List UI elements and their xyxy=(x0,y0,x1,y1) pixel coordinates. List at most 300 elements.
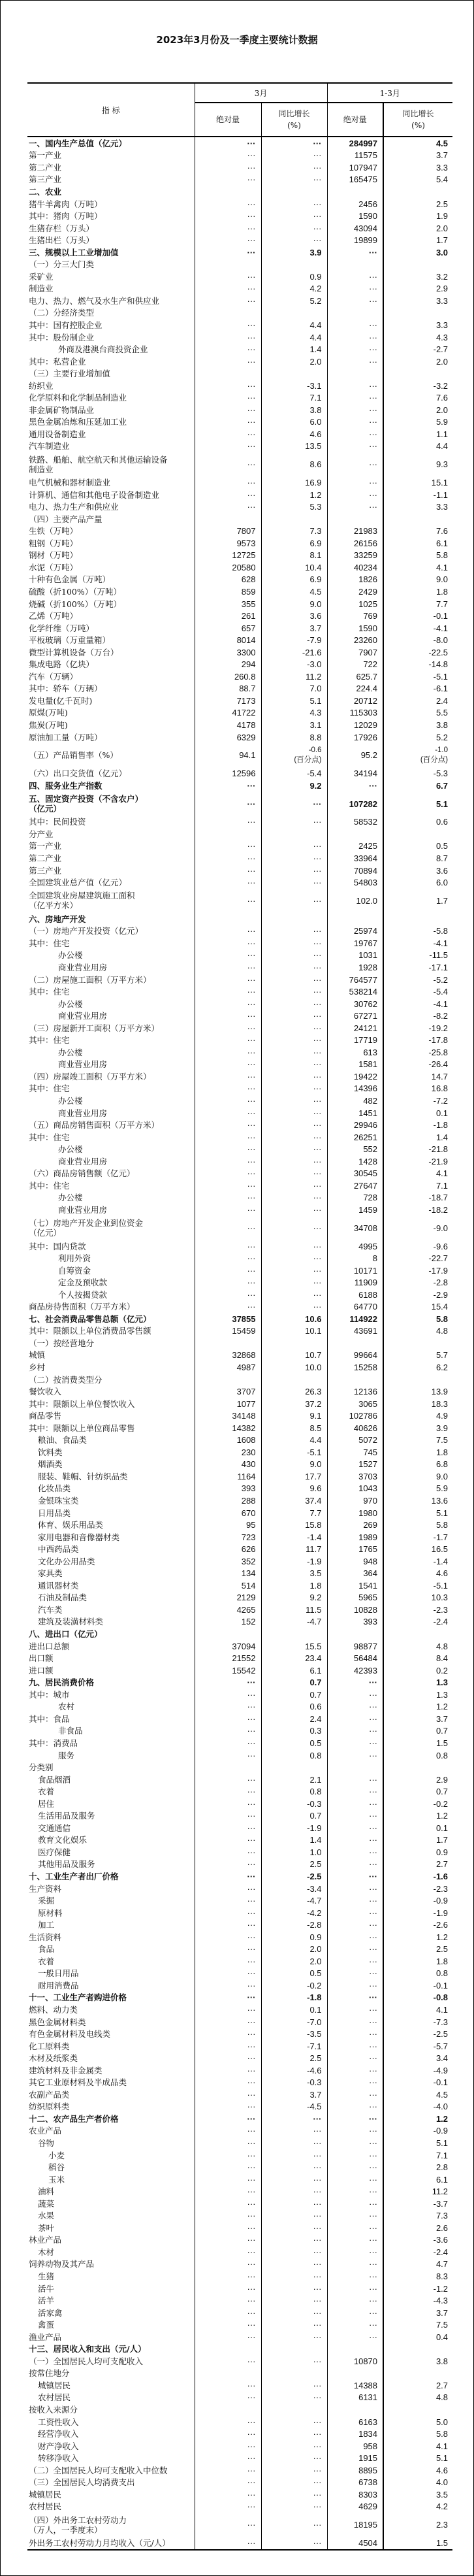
march-abs-cell: 37855 xyxy=(195,1313,261,1325)
q1-yoy-cell: 3.3 xyxy=(383,161,452,174)
row-label: 纺织业 xyxy=(29,380,54,391)
row-label: （二）按消费类型分 xyxy=(29,1374,103,1385)
table-row xyxy=(27,2392,452,2404)
row-label: 活羊 xyxy=(38,2296,55,2306)
q1-abs-cell xyxy=(327,913,383,925)
row-label: 按常住地分 xyxy=(29,2368,70,2379)
table-row xyxy=(27,2198,452,2210)
q1-yoy-cell: -1.0 (百分点) xyxy=(383,743,452,767)
q1-abs-cell xyxy=(327,1761,383,1774)
q1-abs-cell: ··· xyxy=(327,1809,383,1822)
march-yoy-cell: ··· xyxy=(261,2355,327,2368)
q1-abs-cell: 15258 xyxy=(327,1361,383,1374)
table-row xyxy=(27,2089,452,2101)
q1-abs-cell: ··· xyxy=(327,380,383,392)
q1-abs-cell: 18195 xyxy=(327,2513,383,2537)
q1-abs-cell: 30545 xyxy=(327,1167,383,1180)
q1-abs-cell: ··· xyxy=(327,476,383,489)
march-yoy-cell: 23.4 xyxy=(261,1652,327,1664)
q1-yoy-cell: 10.3 xyxy=(383,1592,452,1604)
q1-yoy-cell: 2.5 xyxy=(383,1943,452,1955)
march-yoy-cell: ··· xyxy=(261,2125,327,2138)
march-abs-cell: ··· xyxy=(195,2125,261,2138)
row-label: 商业营业用房 xyxy=(58,962,108,972)
row-label: 农村居民 xyxy=(38,2392,71,2403)
row-label: 城镇 xyxy=(29,1350,46,1361)
q1-abs-cell: 99664 xyxy=(327,1349,383,1362)
table-row xyxy=(27,1167,452,1180)
q1-yoy-cell: 9.0 xyxy=(383,1470,452,1483)
row-label: （四）房屋竣工面积（万平方米） xyxy=(29,1071,151,1082)
row-label: 农业产品 xyxy=(29,2126,62,2136)
q1-yoy-cell: 2.6 xyxy=(383,2222,452,2234)
march-yoy-cell: ··· xyxy=(261,2270,327,2283)
table-row xyxy=(27,2488,452,2501)
q1-abs-cell: 1590 xyxy=(327,622,383,635)
row-label: 办公楼 xyxy=(58,999,83,1009)
march-abs-cell: 859 xyxy=(195,586,261,598)
table-row xyxy=(27,865,452,877)
q1-yoy-cell: -2.7 xyxy=(383,343,452,355)
march-yoy-cell: ··· xyxy=(261,1119,327,1131)
q1-yoy-cell: 0.2 xyxy=(383,1664,452,1677)
q1-yoy-cell: 5.8 xyxy=(383,550,452,562)
table-row xyxy=(27,1301,452,1313)
march-yoy-cell: ··· xyxy=(261,2452,327,2464)
q1-yoy-cell: 3.4 xyxy=(383,2052,452,2064)
march-yoy-cell: 10.0 xyxy=(261,1361,327,1374)
march-abs-cell: ··· xyxy=(195,1894,261,1907)
table-row xyxy=(27,404,452,416)
q1-abs-cell: ··· xyxy=(327,2234,383,2247)
row-label: 商业营业用房 xyxy=(58,1059,108,1070)
q1-yoy-cell: 3.6 xyxy=(383,865,452,877)
q1-abs-cell: ··· xyxy=(327,1883,383,1895)
q1-yoy-cell: -2.4 xyxy=(383,2246,452,2258)
march-yoy-cell: ··· xyxy=(261,2161,327,2173)
march-yoy-cell xyxy=(261,2403,327,2416)
q1-abs-cell: 98877 xyxy=(327,1640,383,1653)
q1-abs-cell xyxy=(327,307,383,320)
march-yoy-header: 同比增长 (%) xyxy=(261,103,327,137)
march-yoy-cell: ··· xyxy=(261,2173,327,2186)
q1-yoy-cell: 4.2 xyxy=(383,2501,452,2513)
q1-abs-cell: ··· xyxy=(327,1689,383,1701)
march-abs-cell: 12596 xyxy=(195,767,261,780)
march-yoy-cell: 5.3 xyxy=(261,501,327,513)
q1-abs-cell: 1915 xyxy=(327,2452,383,2464)
march-abs-cell: ··· xyxy=(195,1907,261,1919)
march-yoy-cell: 7.3 xyxy=(261,525,327,538)
q1-abs-cell: 34194 xyxy=(327,767,383,780)
table-row xyxy=(27,985,452,998)
q1-yoy-cell: 2.9 xyxy=(383,283,452,295)
q1-abs-cell: ··· xyxy=(327,355,383,368)
march-abs-cell xyxy=(195,828,261,840)
row-label: 商品零售 xyxy=(29,1411,62,1421)
q1-yoy-cell: 0.5 xyxy=(383,840,452,853)
march-yoy-cell: ··· xyxy=(261,2283,327,2295)
table-row xyxy=(27,743,452,767)
march-abs-cell: ··· xyxy=(195,2089,261,2101)
table-row xyxy=(27,998,452,1010)
row-label: 粮油、食品类 xyxy=(38,1435,87,1445)
table-row xyxy=(27,2258,452,2271)
row-label: （三）房屋新开工面积（万平方米） xyxy=(29,1023,160,1033)
q1-yoy-cell: -11.5 xyxy=(383,949,452,962)
row-label: 电气机械和器材制造业 xyxy=(29,478,111,488)
march-yoy-cell: -0.6 (百分点) xyxy=(261,743,327,767)
table-row xyxy=(27,1809,452,1822)
q1-abs-cell: ··· xyxy=(327,2089,383,2101)
table-row xyxy=(27,1664,452,1677)
row-label: 第二产业 xyxy=(29,162,62,173)
table-row xyxy=(27,1240,452,1253)
table-row xyxy=(27,150,452,162)
march-abs-cell: 8014 xyxy=(195,634,261,646)
march-abs-cell: ··· xyxy=(195,404,261,416)
row-label: （四）外出务工农村劳动力 （万人，一季度末） xyxy=(29,2515,127,2535)
q1-yoy-cell: -1.2 xyxy=(383,2283,452,2295)
q1-yoy-cell: -5.3 xyxy=(383,767,452,780)
q1-abs-cell: 25974 xyxy=(327,925,383,938)
march-yoy-cell: -2.5 xyxy=(261,1870,327,1883)
march-yoy-cell: ··· xyxy=(261,937,327,949)
q1-yoy-cell: 1.3 xyxy=(383,1676,452,1689)
march-abs-cell: ··· xyxy=(195,2004,261,2016)
row-label: 非金属矿物制品业 xyxy=(29,405,95,415)
march-abs-cell: ··· xyxy=(195,1204,261,1216)
march-yoy-cell: -0.2 xyxy=(261,1979,327,1992)
row-label: 服务 xyxy=(58,1750,75,1760)
march-abs-cell: ··· xyxy=(195,1252,261,1264)
march-yoy-cell: 3.9 xyxy=(261,246,327,259)
row-label: 木材及纸浆类 xyxy=(29,2053,78,2064)
table-row xyxy=(27,2379,452,2392)
table-row xyxy=(27,1507,452,1519)
march-yoy-cell: ··· xyxy=(261,974,327,986)
march-yoy-cell: 5.1 xyxy=(261,695,327,707)
q1-yoy-cell: 7.5 xyxy=(383,1434,452,1447)
table-row xyxy=(27,2403,452,2416)
march-abs-cell: 1164 xyxy=(195,1470,261,1483)
table-row xyxy=(27,1349,452,1362)
q1-abs-cell: 114922 xyxy=(327,1313,383,1325)
march-abs-cell: ··· xyxy=(195,2488,261,2501)
q1-abs-cell: 107947 xyxy=(327,161,383,174)
q1-abs-cell: 34708 xyxy=(327,1216,383,1240)
q1-abs-cell: ··· xyxy=(327,440,383,453)
q1-abs-cell: 95.2 xyxy=(327,743,383,767)
table-row xyxy=(27,828,452,840)
march-yoy-cell: ··· xyxy=(261,925,327,938)
row-label: 衣着 xyxy=(38,1787,55,1797)
q1-abs-cell: 764577 xyxy=(327,974,383,986)
march-abs-cell: ··· xyxy=(195,1264,261,1277)
table-row xyxy=(27,1155,452,1168)
table-row xyxy=(27,731,452,744)
row-label: 原煤(万吨) xyxy=(29,708,68,718)
row-label: 水果 xyxy=(38,2211,55,2221)
march-yoy-cell xyxy=(261,1374,327,1386)
q1-abs-cell xyxy=(327,2368,383,2380)
march-abs-cell: 6329 xyxy=(195,731,261,744)
q1-yoy-cell: -5.4 xyxy=(383,985,452,998)
march-abs-cell: ··· xyxy=(195,1785,261,1798)
march-yoy-cell: 10.6 xyxy=(261,1313,327,1325)
q1-abs-cell: 1765 xyxy=(327,1543,383,1555)
march-yoy-cell: ··· xyxy=(261,985,327,998)
march-yoy-cell: ··· xyxy=(261,889,327,913)
row-label: 分产业 xyxy=(29,829,54,839)
q1-yoy-cell: 4.5 xyxy=(383,2089,452,2101)
march-abs-cell: ··· xyxy=(195,137,261,150)
q1-yoy-cell: 5.1 xyxy=(383,1507,452,1519)
row-label: 微型计算机设备（万台） xyxy=(29,647,119,657)
table-row xyxy=(27,780,452,792)
row-label: 乡村 xyxy=(29,1362,46,1372)
table-row xyxy=(27,367,452,380)
row-label: 禽蛋 xyxy=(38,2320,55,2330)
table-row xyxy=(27,1870,452,1883)
q1-abs-cell: 4504 xyxy=(327,2537,383,2550)
march-abs-cell: ··· xyxy=(195,1276,261,1289)
march-abs-cell: ··· xyxy=(195,1834,261,1847)
march-yoy-cell: 11.7 xyxy=(261,1543,327,1555)
q1-abs-cell: ··· xyxy=(327,1725,383,1738)
table-row xyxy=(27,331,452,344)
q1-yoy-cell: -4.1 xyxy=(383,622,452,635)
table-row xyxy=(27,2355,452,2368)
table-row xyxy=(27,307,452,320)
q1-yoy-cell: 4.6 xyxy=(383,1568,452,1580)
march-abs-cell: ··· xyxy=(195,2331,261,2343)
q1-abs-cell: 107282 xyxy=(327,792,383,816)
table-row xyxy=(27,646,452,659)
march-yoy-cell: -0.3 xyxy=(261,1798,327,1810)
march-yoy-cell: 9.2 xyxy=(261,780,327,792)
march-abs-cell: 7807 xyxy=(195,525,261,538)
march-abs-cell: 15459 xyxy=(195,1325,261,1338)
march-yoy-cell: 10.7 xyxy=(261,1349,327,1362)
row-label: 四、服务业生产指数 xyxy=(29,780,103,791)
march-abs-cell: ··· xyxy=(195,2258,261,2271)
q1-yoy-cell: 2.8 xyxy=(383,2161,452,2173)
table-row xyxy=(27,1604,452,1616)
march-abs-cell: ··· xyxy=(195,2392,261,2404)
q1-abs-cell: 1527 xyxy=(327,1459,383,1471)
march-yoy-cell: ··· xyxy=(261,2428,327,2440)
q1-abs-cell: 1025 xyxy=(327,598,383,610)
table-row xyxy=(27,574,452,586)
table-row xyxy=(27,2477,452,2489)
q1-abs-cell: 165475 xyxy=(327,174,383,186)
march-yoy-cell: -3.0 xyxy=(261,659,327,671)
march-abs-cell: ··· xyxy=(195,1809,261,1822)
q1-abs-cell: 23260 xyxy=(327,634,383,646)
march-abs-cell: ··· xyxy=(195,2101,261,2113)
q1-yoy-cell: 0.1 xyxy=(383,1822,452,1834)
march-yoy-cell: 2.0 xyxy=(261,1955,327,1968)
march-yoy-cell: ··· xyxy=(261,2149,327,2162)
q1-yoy-cell: 2.7 xyxy=(383,1858,452,1871)
q1-yoy-cell: 6.1 xyxy=(383,537,452,550)
table-row xyxy=(27,1325,452,1338)
table-row xyxy=(27,2294,452,2307)
march-yoy-cell: -7.1 xyxy=(261,2040,327,2053)
q1-abs-cell: ··· xyxy=(327,2101,383,2113)
table-row xyxy=(27,1907,452,1919)
row-label: 稻谷 xyxy=(48,2162,65,2173)
row-label: 一、国内生产总值（亿元） xyxy=(29,138,127,148)
table-row xyxy=(27,1470,452,1483)
march-yoy-cell: 15.8 xyxy=(261,1519,327,1531)
march-abs-cell: 628 xyxy=(195,574,261,586)
march-yoy-cell: ··· xyxy=(261,2477,327,2489)
row-label: 建筑材料及非金属类 xyxy=(29,2065,103,2075)
q1-yoy-cell: -8.2 xyxy=(383,1010,452,1022)
table-row xyxy=(27,2307,452,2319)
q1-abs-cell: 26251 xyxy=(327,1131,383,1144)
march-yoy-cell: ··· xyxy=(261,1289,327,1301)
q1-yoy-cell: -9.6 xyxy=(383,1240,452,1253)
march-abs-cell: 2129 xyxy=(195,1592,261,1604)
march-abs-cell: 723 xyxy=(195,1531,261,1544)
q1-abs-cell: ··· xyxy=(327,1798,383,1810)
q1-yoy-cell: 15.1 xyxy=(383,476,452,489)
q1-yoy-cell xyxy=(383,186,452,198)
row-label: 全国建筑业房屋建筑施工面积 （亿平方米） xyxy=(29,891,135,911)
row-label: 一般日用品 xyxy=(38,1968,79,1979)
row-label: 其中：私营企业 xyxy=(29,356,86,367)
march-yoy-cell: ··· xyxy=(261,961,327,974)
table-row xyxy=(27,925,452,938)
q1-abs-cell: 1428 xyxy=(327,1155,383,1168)
march-yoy-cell: ··· xyxy=(261,2319,327,2331)
q1-abs-cell: ··· xyxy=(327,1992,383,2004)
table-row xyxy=(27,1059,452,1071)
q1-yoy-cell: 4.4 xyxy=(383,440,452,453)
q1-abs-cell: 10870 xyxy=(327,2355,383,2368)
march-abs-cell: 230 xyxy=(195,1446,261,1459)
q1-yoy-cell: 8.4 xyxy=(383,1652,452,1664)
row-label: 五、固定资产投资（不含农户） （亿元） xyxy=(29,794,144,814)
table-row xyxy=(27,1446,452,1459)
q1-abs-cell: ··· xyxy=(327,2307,383,2319)
table-row xyxy=(27,2185,452,2198)
row-label: 其中：住宅 xyxy=(29,1180,70,1191)
table-row xyxy=(27,707,452,719)
q1-yoy-cell: 2.3 xyxy=(383,2513,452,2537)
march-abs-cell: ··· xyxy=(195,2294,261,2307)
table-row xyxy=(27,1494,452,1507)
q1-abs-cell: 6131 xyxy=(327,2392,383,2404)
q1-abs-cell: ··· xyxy=(327,391,383,404)
table-row xyxy=(27,2416,452,2428)
q1-yoy-cell xyxy=(383,1761,452,1774)
row-label: 其中：限额以上单位商品零售 xyxy=(29,1423,135,1433)
q1-abs-cell: 1451 xyxy=(327,1107,383,1119)
q1-abs-cell: 722 xyxy=(327,659,383,671)
row-label: 集成电路（亿块） xyxy=(29,659,95,670)
row-label: （五）商品房销售面积（万平方米） xyxy=(29,1120,160,1131)
row-label: 城镇居民 xyxy=(29,2489,62,2500)
march-yoy-cell: ··· xyxy=(261,2379,327,2392)
table-row xyxy=(27,2161,452,2173)
q1-yoy-cell: 5.8 xyxy=(383,1519,452,1531)
table-row xyxy=(27,1943,452,1955)
q1-yoy-cell: 4.1 xyxy=(383,2004,452,2016)
march-abs-cell: 4178 xyxy=(195,719,261,731)
march-abs-cell: ··· xyxy=(195,1167,261,1180)
q1-yoy-cell: 6.0 xyxy=(383,876,452,889)
table-row xyxy=(27,343,452,355)
march-abs-cell: ··· xyxy=(195,1095,261,1107)
table-row xyxy=(27,1361,452,1374)
table-row xyxy=(27,1083,452,1095)
table-row xyxy=(27,816,452,829)
q1-yoy-cell: 2.7 xyxy=(383,2379,452,2392)
table-row xyxy=(27,1046,452,1059)
march-abs-cell: ··· xyxy=(195,2149,261,2162)
march-abs-cell xyxy=(195,258,261,271)
march-abs-cell: ··· xyxy=(195,1822,261,1834)
q1-yoy-cell xyxy=(383,307,452,320)
q1-yoy-cell: -5.8 xyxy=(383,925,452,938)
row-label: 耐用消费品 xyxy=(38,1980,79,1990)
row-label: 其中：食品 xyxy=(29,1713,70,1724)
row-label: 汽车制造业 xyxy=(29,441,70,452)
march-yoy-cell xyxy=(261,307,327,320)
q1-yoy-cell: 1.7 xyxy=(383,234,452,246)
q1-yoy-cell: 1.8 xyxy=(383,1955,452,1968)
table-row xyxy=(27,1119,452,1131)
row-label: 分类别 xyxy=(29,1762,54,1773)
table-row xyxy=(27,561,452,574)
march-abs-cell: 41722 xyxy=(195,707,261,719)
march-abs-cell: 294 xyxy=(195,659,261,671)
table-row xyxy=(27,2064,452,2077)
row-label: 蔬菜 xyxy=(38,2198,55,2209)
march-yoy-cell: ··· xyxy=(261,174,327,186)
row-label: 第二产业 xyxy=(29,853,62,864)
row-label: 汽车类 xyxy=(38,1604,63,1615)
row-label: 财产净收入 xyxy=(38,2441,79,2451)
row-label: 九、居民消费价格 xyxy=(29,1677,95,1688)
march-yoy-cell: ··· xyxy=(261,2222,327,2234)
q1-abs-cell: 948 xyxy=(327,1555,383,1568)
march-abs-cell xyxy=(195,307,261,320)
q1-abs-cell: 3065 xyxy=(327,1398,383,1410)
march-abs-cell: ··· xyxy=(195,1737,261,1749)
march-abs-cell xyxy=(195,186,261,198)
q1-abs-cell: ··· xyxy=(327,2161,383,2173)
march-yoy-cell: ··· xyxy=(261,2258,327,2271)
statistics-table xyxy=(27,82,452,2551)
q1-yoy-cell: -3.2 xyxy=(383,380,452,392)
table-row xyxy=(27,2428,452,2440)
q1-abs-cell: 19767 xyxy=(327,937,383,949)
row-label: 猪牛羊禽肉（万吨） xyxy=(29,199,103,209)
q1-abs-cell: ··· xyxy=(327,1979,383,1992)
table-row xyxy=(27,2331,452,2343)
q1-yoy-cell: -0.2 xyxy=(383,1798,452,1810)
row-label: 十一、工业生产者购进价格 xyxy=(29,1992,127,2003)
march-yoy-cell: ··· xyxy=(261,1301,327,1313)
q1-abs-cell: 11909 xyxy=(327,1276,383,1289)
table-row xyxy=(27,2101,452,2113)
march-abs-cell: 34148 xyxy=(195,1410,261,1422)
